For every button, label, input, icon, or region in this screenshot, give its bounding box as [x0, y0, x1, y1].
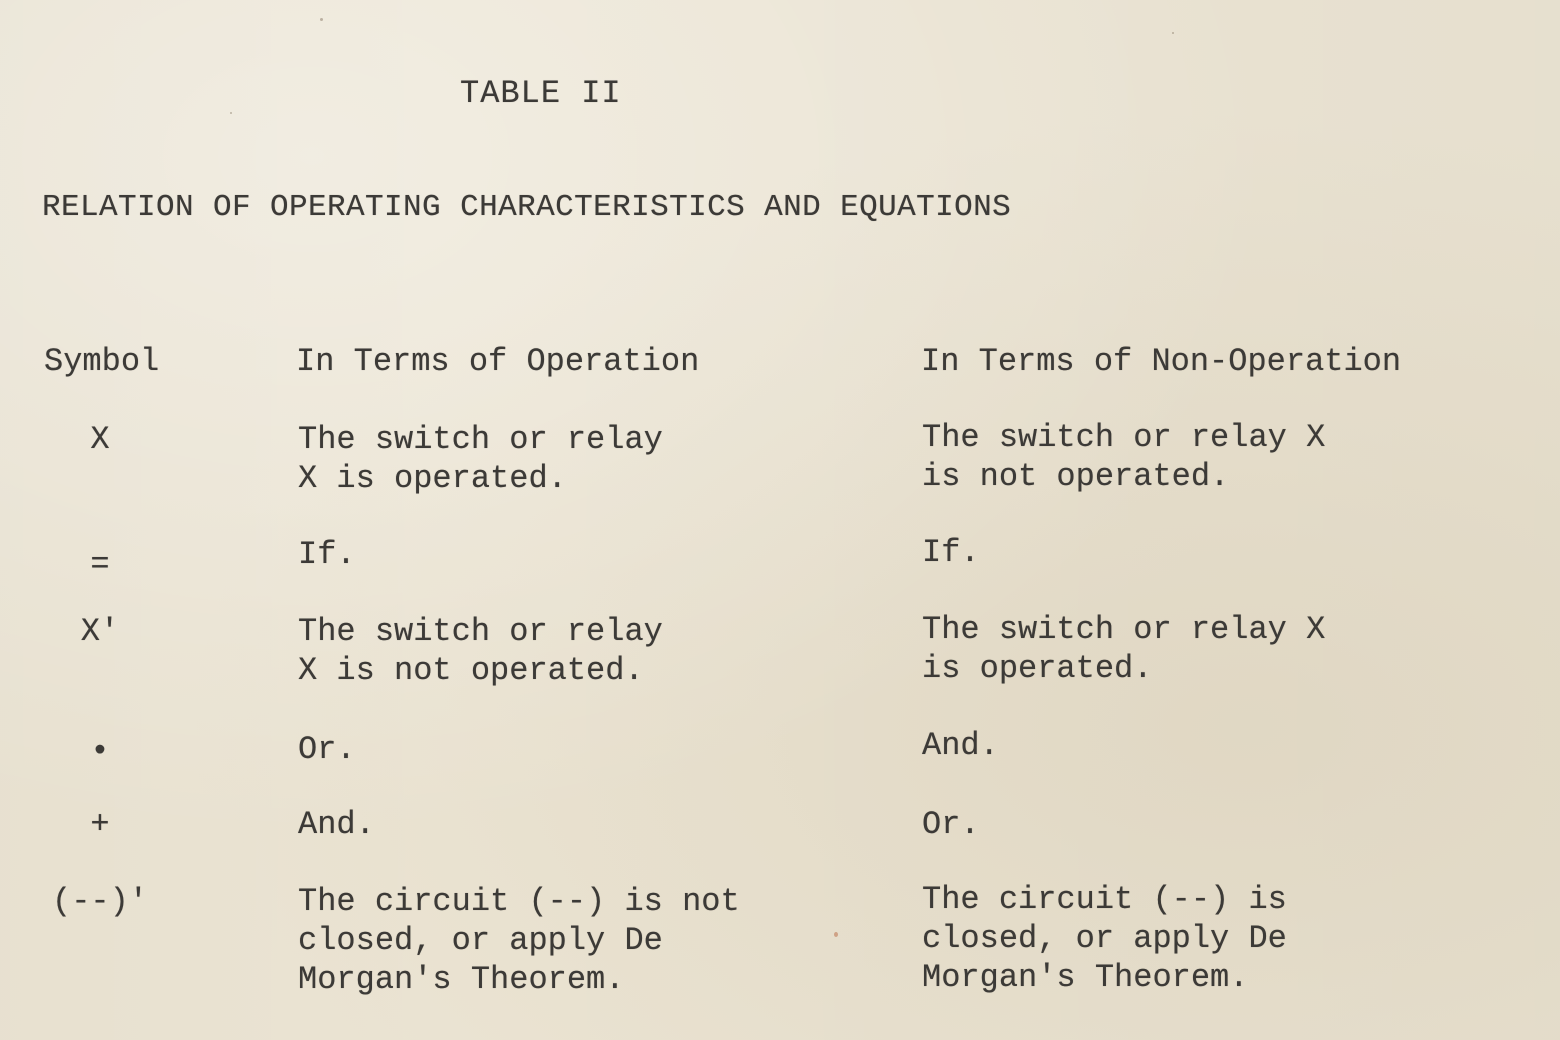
column-header-non-operation: In Terms of Non-Operation — [921, 343, 1402, 380]
table-row-operation: If. — [298, 536, 356, 573]
table-row-non-operation: And. — [922, 727, 999, 764]
table-row-non-operation: The switch or relay X is operated. — [922, 611, 1326, 687]
paper-speck — [1172, 32, 1174, 34]
table-row-operation: The switch or relay X is operated. — [298, 421, 663, 497]
paper-speck — [230, 112, 232, 114]
table-row-symbol: (--)' — [51, 883, 148, 920]
table-row-non-operation: Or. — [922, 806, 980, 843]
table-row-operation: Or. — [298, 731, 356, 768]
table-title: TABLE II — [460, 75, 622, 112]
column-header-symbol: Symbol — [44, 343, 160, 380]
table-row-symbol: = — [90, 546, 110, 583]
table-row-non-operation: The circuit (--) is closed, or apply De Morgan's Theorem. — [922, 881, 1287, 996]
table-row-symbol: + — [90, 806, 110, 843]
paper-speck — [834, 932, 838, 937]
table-row-symbol: X' — [80, 613, 120, 650]
table-row-symbol: • — [90, 733, 110, 770]
table-row-non-operation: If. — [922, 534, 980, 571]
table-row-symbol: X — [90, 421, 110, 458]
table-row-operation: And. — [298, 806, 375, 843]
column-header-operation: In Terms of Operation — [296, 343, 700, 380]
paper-speck — [320, 18, 323, 21]
table-subtitle: RELATION OF OPERATING CHARACTERISTICS AND EQUATIONS — [42, 190, 1012, 225]
table-row-operation: The switch or relay X is not operated. — [298, 613, 663, 689]
table-row-non-operation: The switch or relay X is not operated. — [922, 419, 1326, 495]
table-row-operation: The circuit (--) is not closed, or apply De Morgan's Theorem. — [298, 883, 740, 998]
